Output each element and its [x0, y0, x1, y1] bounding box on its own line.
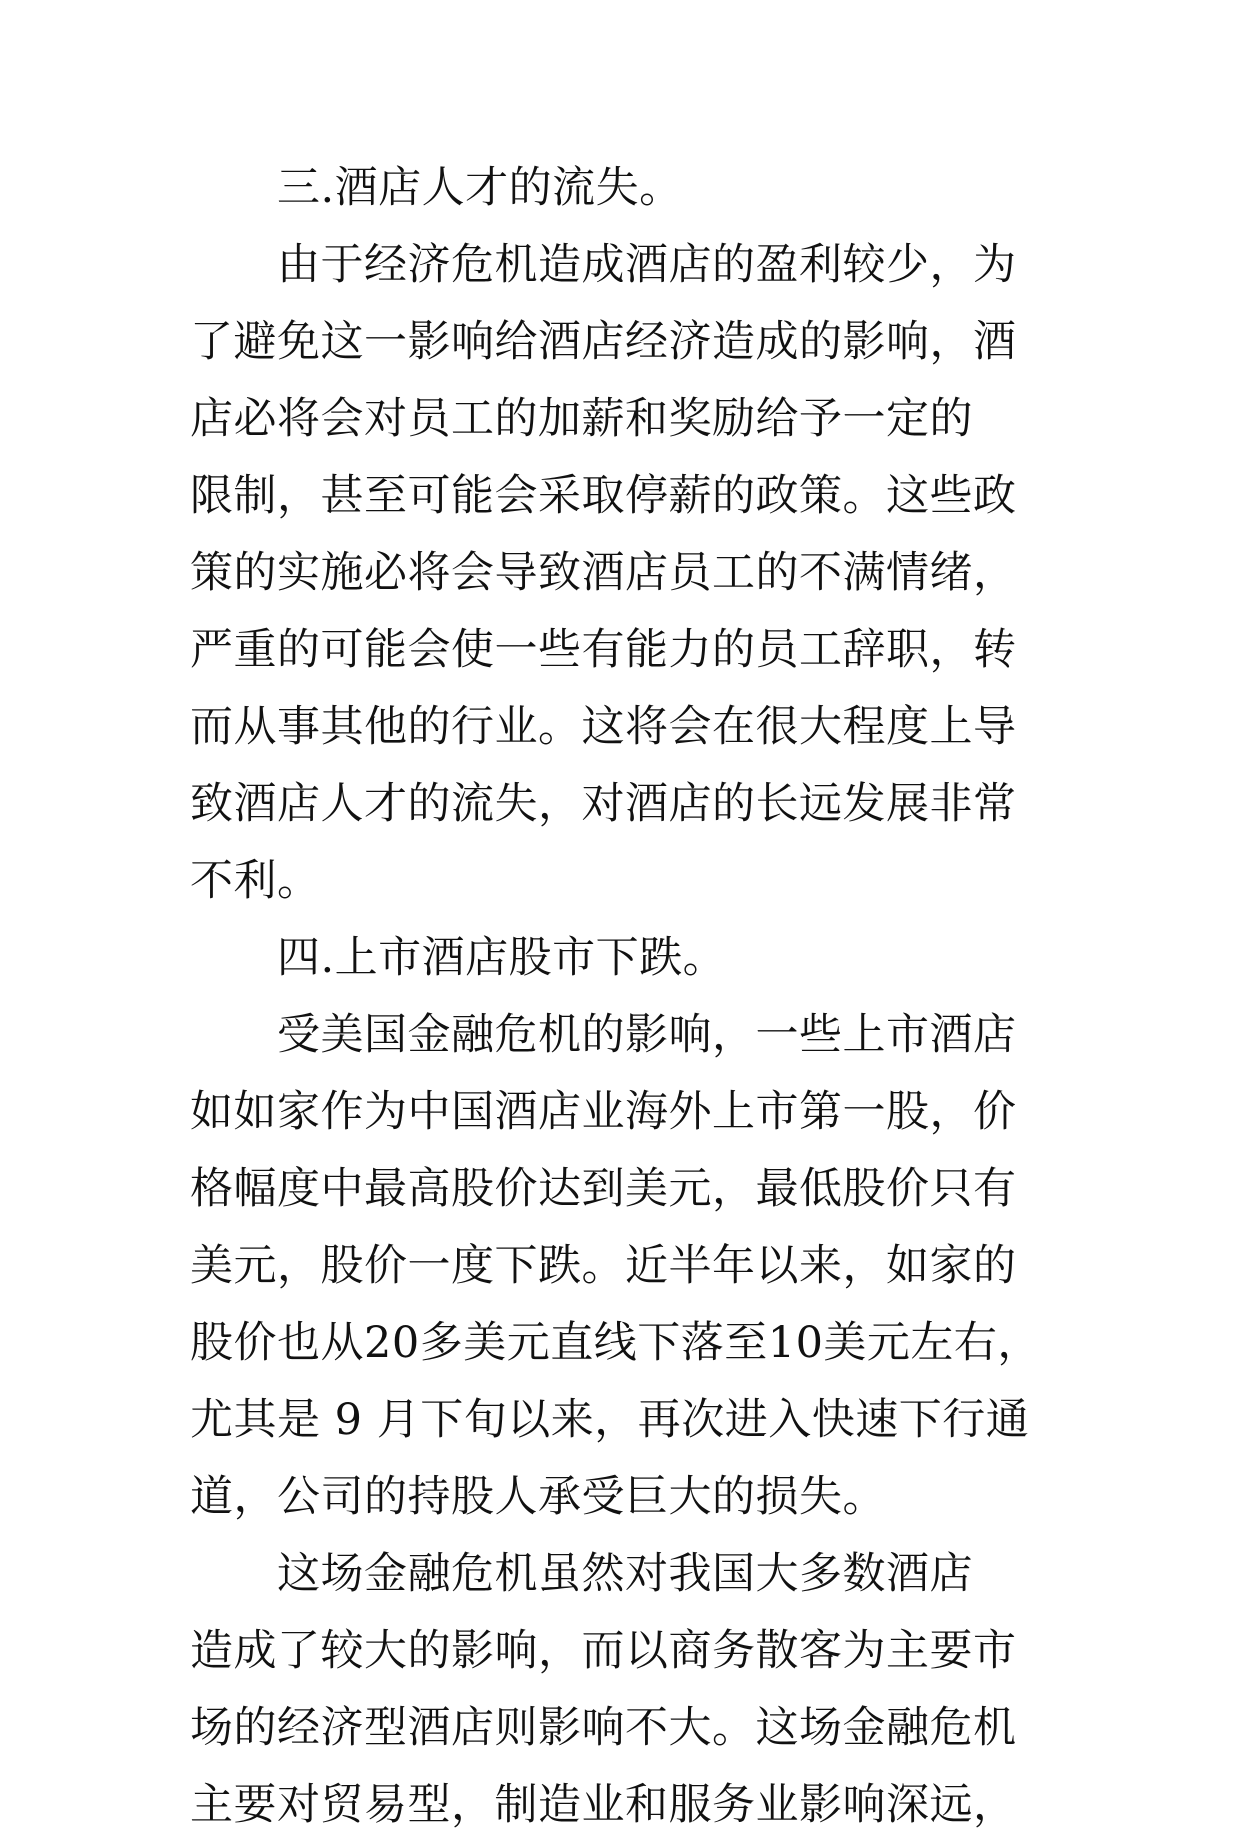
text-line: 了避免这一影响给酒店经济造成的影响，酒	[190, 317, 1017, 367]
text-line: 店必将会对员工的加薪和奖励给予一定的	[190, 394, 973, 444]
text-line: 策的实施必将会导致酒店员工的不满情绪，	[190, 548, 1017, 598]
text-line: 美元，股价一度下跌。近半年以来，如家的	[190, 1241, 1017, 1291]
text-line: 股价也从20多美元直线下落至10美元左右，	[190, 1318, 1041, 1368]
text-line: 如如家作为中国酒店业海外上市第一股，价	[190, 1087, 1017, 1137]
body-text	[190, 150, 1090, 1844]
text-line: 主要对贸易型，制造业和服务业影响深远，	[190, 1780, 1017, 1830]
text-line: 四.上市酒店股市下跌。	[190, 933, 727, 983]
text-line: 限制，甚至可能会采取停薪的政策。这些政	[190, 471, 1017, 521]
text-line: 不利。	[190, 856, 321, 906]
text-line: 这场金融危机虽然对我国大多数酒店	[190, 1549, 973, 1599]
text-line: 道，公司的持股人承受巨大的损失。	[190, 1472, 886, 1522]
text-line: 场的经济型酒店则影响不大。这场金融危机	[190, 1703, 1017, 1753]
text-line: 格幅度中最高股价达到美元，最低股价只有	[190, 1164, 1017, 1214]
text-line: 而从事其他的行业。这将会在很大程度上导	[190, 702, 1017, 752]
text-line: 造成了较大的影响，而以商务散客为主要市	[190, 1626, 1017, 1676]
text-line: 致酒店人才的流失，对酒店的长远发展非常	[190, 779, 1017, 829]
text-line: 严重的可能会使一些有能力的员工辞职，转	[190, 625, 1017, 675]
text-line: 三.酒店人才的流失。	[190, 163, 683, 213]
text-line: 尤其是 9 月下旬以来，再次进入快速下行通	[190, 1395, 1030, 1445]
text-line: 由于经济危机造成酒店的盈利较少，为	[190, 240, 1017, 290]
text-line: 受美国金融危机的影响，一些上市酒店	[190, 1010, 1017, 1060]
